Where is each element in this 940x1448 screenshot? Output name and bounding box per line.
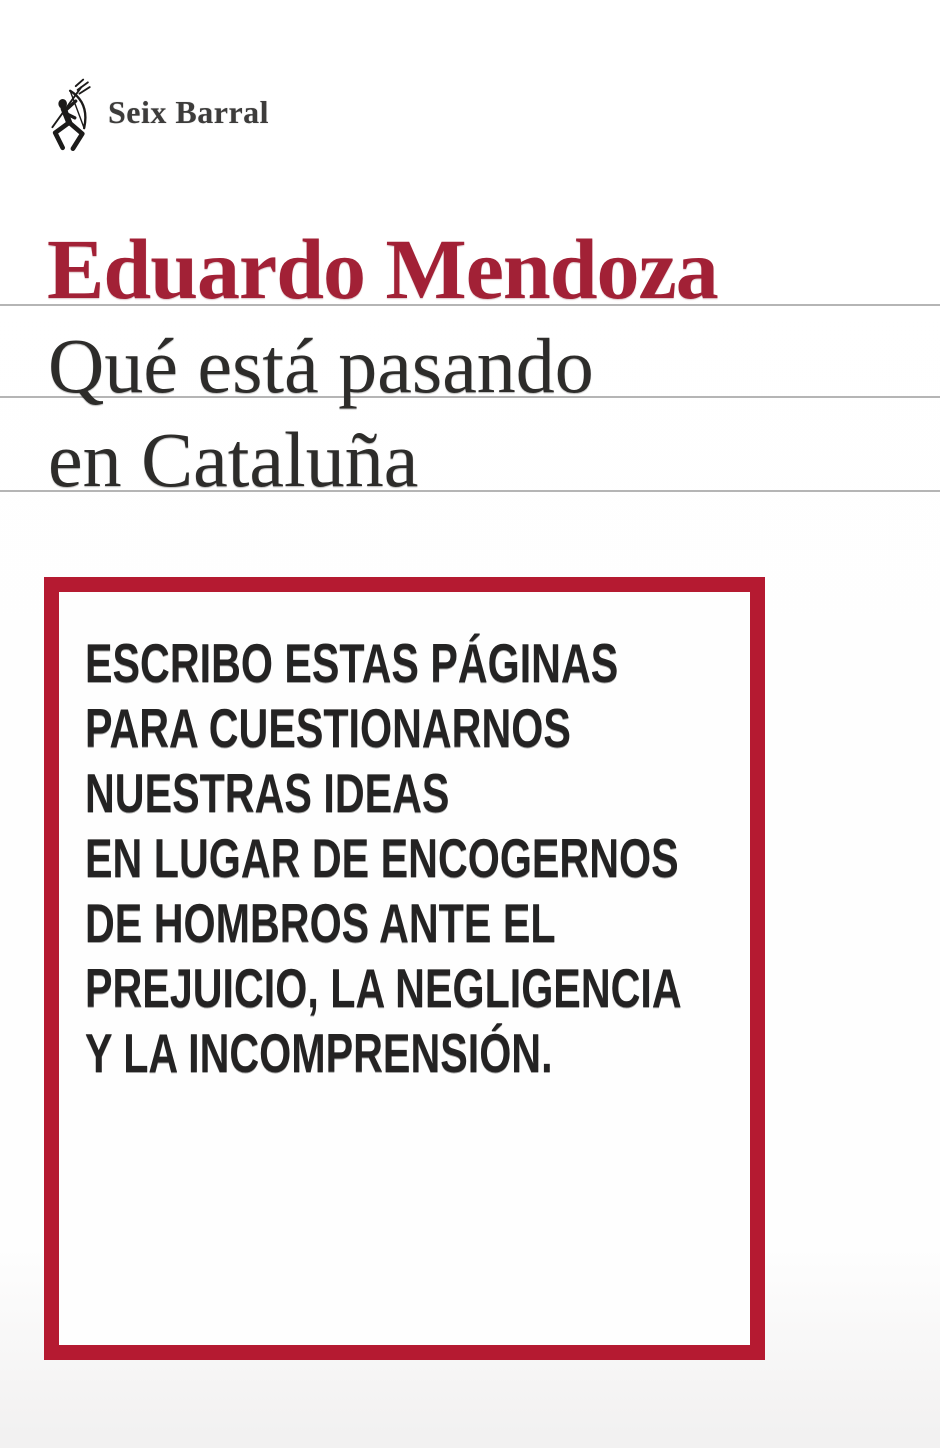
quote-line: PREJUICIO, LA NEGLIGENCIA bbox=[85, 957, 682, 1019]
quote-line: EN LUGAR DE ENCOGERNOS bbox=[85, 827, 679, 889]
publisher-name: Seix Barral bbox=[108, 94, 270, 130]
quote-line: Y LA INCOMPRENSIÓN. bbox=[85, 1022, 553, 1084]
author-name: Eduardo Mendoza bbox=[47, 221, 718, 317]
archer-icon bbox=[44, 78, 100, 154]
quote-box bbox=[44, 577, 765, 1360]
quote-text bbox=[85, 631, 682, 1086]
book-title-line-1: Qué está pasando bbox=[48, 322, 594, 409]
publisher-logo bbox=[44, 78, 269, 154]
quote-line: PARA CUESTIONARNOS bbox=[85, 697, 571, 759]
quote-line: ESCRIBO ESTAS PÁGINAS bbox=[85, 632, 619, 694]
quote-line: NUESTRAS IDEAS bbox=[85, 762, 450, 824]
book-title-line-2: en Cataluña bbox=[48, 416, 419, 503]
quote-line: DE HOMBROS ANTE EL bbox=[85, 892, 556, 954]
